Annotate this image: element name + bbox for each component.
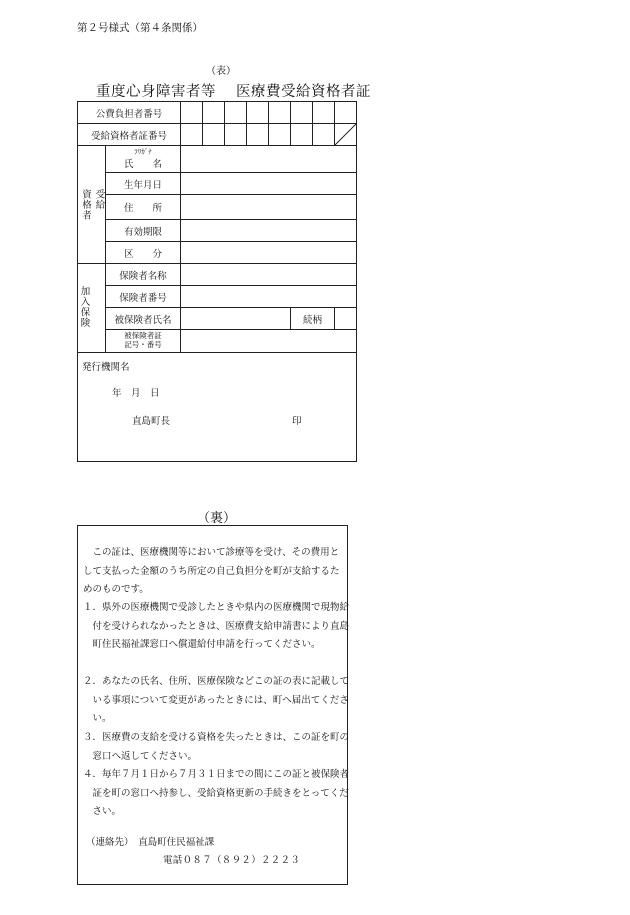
digit-box: [247, 124, 269, 146]
name-label: 氏 名: [124, 158, 163, 170]
label-public-number: 公費負担者番号: [78, 102, 181, 124]
mayor-label: 直島町長: [132, 416, 171, 427]
label-insurer-number: 保険者番号: [106, 286, 181, 308]
contact-phone: 電話０８７（８９２）２２２３: [163, 855, 301, 866]
digit-box: [269, 124, 291, 146]
title-part-b: 医療費受給資格者証: [236, 84, 371, 100]
issue-date: 年 月 日: [112, 388, 160, 399]
digit-box: [225, 124, 247, 146]
digit-box: [203, 124, 225, 146]
label-insurer-name: 保険者名称: [106, 264, 181, 286]
certificate-front-table: [77, 101, 357, 462]
back-notes-box: [77, 525, 348, 885]
issuer-label: 発行機関名: [82, 362, 130, 373]
furigana-label: ﾌﾘｶﾞﾅ: [134, 147, 152, 156]
digit-box: [269, 102, 291, 124]
row-address: [78, 195, 357, 220]
seal-label: 印: [292, 416, 302, 427]
insured-card-text-a: 被保険者証: [124, 331, 162, 341]
group-recipient: [78, 146, 106, 264]
row-public-number: [78, 102, 357, 124]
group-insurance: [78, 264, 106, 353]
row-insurer-name: [78, 264, 357, 286]
label-insured-name: 被保険者氏名: [106, 308, 181, 330]
row-insured-card: [78, 330, 357, 353]
field-insured-card: [181, 330, 357, 353]
field-insurer-number: [181, 286, 357, 308]
group-insurance-text: 加入保険: [78, 285, 90, 328]
digit-box: [247, 102, 269, 124]
digit-box: [335, 102, 357, 124]
group-recipient-text-a: 受給: [93, 188, 105, 210]
row-recipient-number: [78, 124, 357, 146]
field-insured-name: [181, 308, 291, 330]
digit-box: [181, 124, 203, 146]
issuer-block: [78, 353, 357, 462]
row-issuer: [78, 353, 357, 462]
field-validity: [181, 220, 357, 242]
label-category: 区 分: [106, 242, 181, 264]
digit-box: [313, 124, 335, 146]
digit-box: [203, 102, 225, 124]
label-name: [106, 146, 181, 173]
row-insured-name: [78, 308, 357, 330]
form-number: 第２号様式（第４条関係）: [77, 22, 203, 34]
back-item-1: １．県外の医療機関で受診したときや県内の医療機関で現物給付を受けられなかったときは、医療費支給申請書により直島町住民福祉課窓口へ償還給付申請を行ってください。: [83, 602, 350, 650]
back-item-2: ２．あなたの氏名、住所、医療保険などこの証の表に記載している事項について変更があったときには、町へ届出てください。: [83, 676, 350, 724]
field-relationship: [335, 308, 357, 330]
row-category: [78, 242, 357, 264]
digit-box: [291, 102, 313, 124]
group-recipient-text-b: 資格者: [79, 188, 91, 221]
label-birthdate: 生年月日: [106, 173, 181, 195]
label-recipient-number: 受給資格者証番号: [78, 124, 181, 146]
label-insured-card: [106, 330, 181, 353]
back-item-4: ４．毎年７月１日から７月３１日までの間にこの証と被保険者証を町の窓口へ持参し、受給資格更新の手続きをとってください。: [83, 769, 350, 817]
certificate-title: [96, 80, 371, 101]
label-address: 住 所: [106, 195, 181, 220]
digit-box: [181, 102, 203, 124]
row-validity: [78, 220, 357, 242]
field-birthdate: [181, 173, 357, 195]
field-insurer-name: [181, 264, 357, 286]
title-part-a: 重度心身障害者等: [96, 84, 216, 100]
row-birthdate: [78, 173, 357, 195]
label-validity: 有効期限: [106, 220, 181, 242]
field-name: [181, 146, 357, 173]
digit-box: [313, 102, 335, 124]
row-name: [78, 146, 357, 173]
back-item-3: ３．医療費の支給を受ける資格を失ったときは、この証を町の窓口へ返してください。: [83, 732, 350, 762]
label-relationship: 続柄: [291, 308, 335, 330]
back-side-label: （裏）: [197, 511, 237, 526]
field-category: [181, 242, 357, 264]
contact-info: （連絡先） 直島町住民福祉課: [86, 837, 215, 848]
digit-box: [225, 102, 247, 124]
back-intro: この証は、医療機関等において診療等を受け、その費用として支払った金額のうち所定の自己負担分を町が支給するためのものです。: [83, 547, 340, 595]
digit-box-crossed: [335, 124, 357, 146]
insured-card-text-b: 記号・番号: [124, 340, 162, 349]
front-side-label: （表）: [206, 66, 236, 77]
field-address: [181, 195, 357, 220]
digit-box: [291, 124, 313, 146]
row-insurer-number: [78, 286, 357, 308]
